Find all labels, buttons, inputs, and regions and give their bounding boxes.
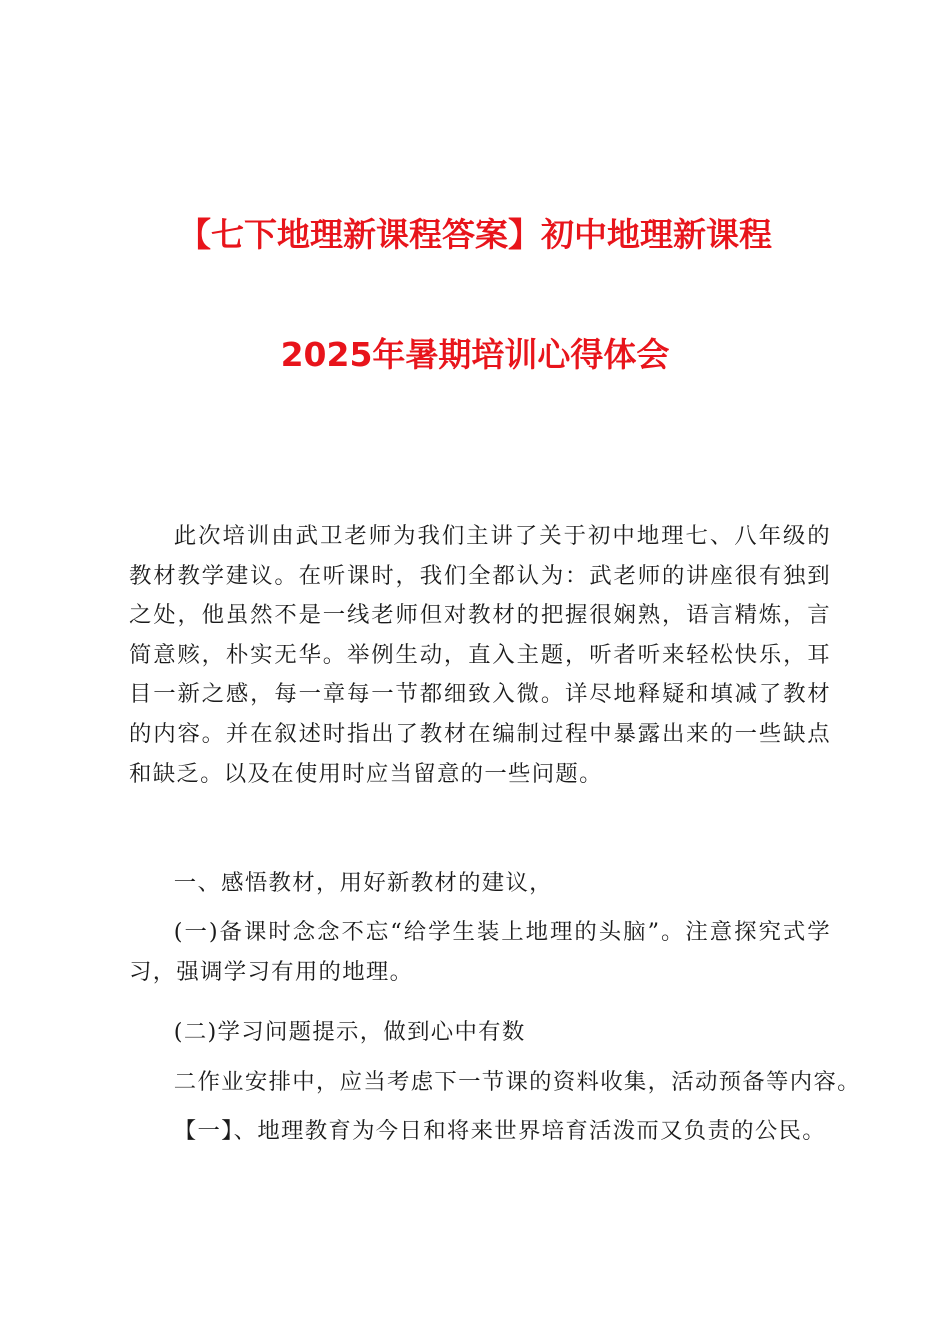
document-title-line-1: 【七下地理新课程答案】初中地理新课程 <box>178 215 772 254</box>
document-title-line-2: 2025年暑期培训心得体会 <box>280 335 670 374</box>
paragraph-heading-1: 一、感悟教材，用好新教材的建议， <box>173 870 553 896</box>
paragraph-intro: 此次培训由武卫老师为我们主讲了关于初中地理七、八年级的教材教学建议。在听课时，我们全都认为：武老师的讲座很有独到之处，他虽然不是一线老师但对教材的把握很娴熟，语言精炼，言简意赅，朴实无华。举例生动，直入主题，听者听来轻松快乐，耳目一新之感，每一章每一节都细致入微。详尽地释疑和填减了教材的内容。并在叙述时指出了教材在编制过程中暴露出来的一些缺点和缺乏。以及在使用时应当留意的一些问题。 <box>129 523 831 787</box>
paragraph-point-2: (二)学习问题提示，做到心中有数 <box>173 1019 526 1045</box>
paragraph-point-1: (一)备课时念念不忘“给学生装上地理的头脑”。注意探究式学习，强调学习有用的地理。 <box>129 919 831 985</box>
paragraph-homework: 二作业安排中，应当考虑下一节课的资料收集，活动预备等内容。 <box>173 1069 861 1095</box>
paragraph-section-1: 【一】、地理教育为今日和将来世界培育活泼而又负责的公民。 <box>173 1118 826 1144</box>
